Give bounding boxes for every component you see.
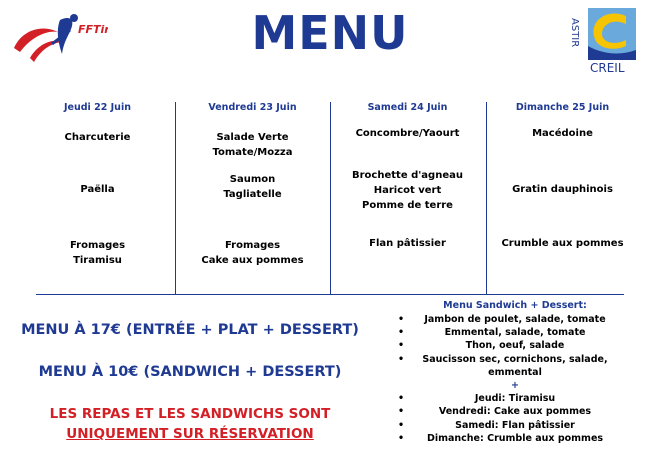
page-title: MENU [251, 6, 409, 60]
astir-creil-logo [568, 6, 638, 76]
plus-separator: + [511, 380, 519, 392]
day-name: Jeudi 22 Juin [64, 102, 131, 113]
dish-dessert: Flan pâtissier [369, 238, 446, 249]
day-column-dimanche [485, 98, 640, 294]
column-divider [486, 102, 487, 294]
reservation-warning [20, 404, 360, 444]
list-item: • Thon, oeuf, salade [390, 339, 640, 352]
day-column-samedi [330, 98, 485, 294]
warning-line-1: LES REPAS ET LES SANDWICHS SONT [49, 406, 331, 422]
astir-logo-text: ASTIR [569, 18, 580, 48]
column-divider [330, 102, 331, 294]
dish-main: Brochette d'agneau Haricot vert Pomme de terre [352, 170, 463, 211]
dish-main: Paëlla [80, 184, 115, 195]
dish-starter: Macédoine [532, 128, 593, 139]
list-item: emmental [488, 366, 542, 378]
sandwich-menu [390, 300, 640, 445]
list-item: • Jambon de poulet, salade, tomate [390, 313, 640, 326]
offer-sandwich-menu: MENU À 10€ (SANDWICH + DESSERT) [38, 364, 342, 380]
day-name: Samedi 24 Juin [367, 102, 448, 113]
list-item: • Dimanche: Crumble aux pommes [390, 432, 640, 445]
dish-starter: Charcuterie [64, 132, 131, 143]
dish-main: Saumon Tagliatelle [223, 174, 282, 200]
list-item: • Saucisson sec, cornichons, salade, [390, 353, 640, 366]
day-column-jeudi [20, 98, 175, 294]
dish-dessert: Fromages Cake aux pommes [201, 240, 304, 266]
dish-main: Gratin dauphinois [512, 184, 613, 195]
day-name: Vendredi 23 Juin [208, 102, 297, 113]
dish-dessert: Fromages Tiramisu [69, 240, 126, 266]
list-item: • Vendredi: Cake aux pommes [390, 405, 640, 418]
creil-logo-text: CREIL [590, 61, 625, 75]
list-item: • Emmental, salade, tomate [390, 326, 640, 339]
section-divider [36, 294, 624, 295]
dish-dessert: Crumble aux pommes [501, 238, 624, 249]
warning-line-2: UNIQUEMENT SUR RÉSERVATION [66, 426, 314, 442]
day-name: Dimanche 25 Juin [515, 102, 610, 113]
column-divider [175, 102, 176, 294]
offer-full-menu: MENU À 17€ (ENTRÉE + PLAT + DESSERT) [21, 322, 359, 338]
fftir-logo-text: FFTir [78, 23, 108, 36]
day-column-vendredi [175, 98, 330, 294]
list-item: • Samedi: Flan pâtissier [390, 419, 640, 432]
sandwich-menu-heading: Menu Sandwich + Dessert: [443, 300, 587, 311]
list-item: • Jeudi: Tiramisu [390, 392, 640, 405]
dish-starter: Salade Verte Tomate/Mozza [212, 132, 293, 158]
dish-starter: Concombre/Yaourt [355, 128, 460, 139]
sandwich-list [390, 313, 640, 445]
